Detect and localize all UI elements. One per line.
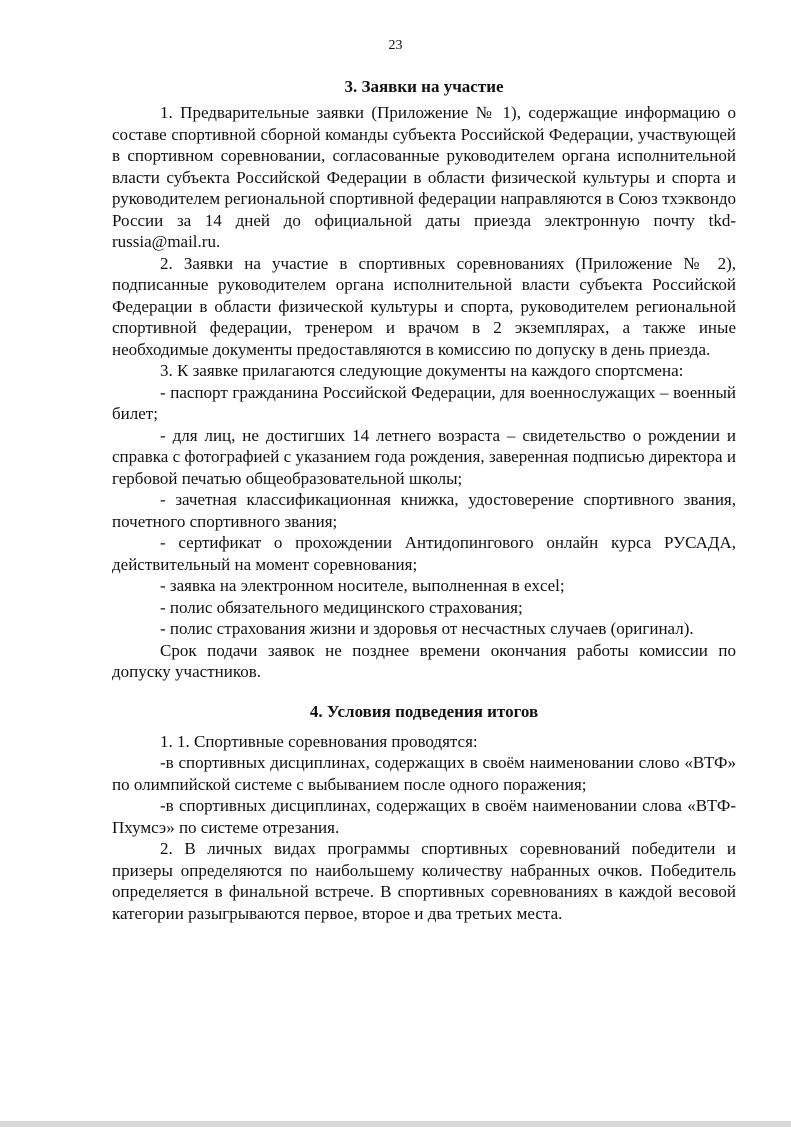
- document-page: [112, 76, 736, 924]
- document-list-item-birth-certificate: - для лиц, не достигших 14 летнего возраста – свидетельство о рождении и справка с фотографией с указанием года рождения, заверенная подписью директора и гербовой печатью общеобразовательной школы;: [112, 425, 736, 488]
- document-list-item-electronic-application: - заявка на электронном носителе, выполненная в excel;: [160, 576, 565, 595]
- document-list-item-passport: - паспорт гражданина Российской Федерации, для военнослужащих – военный билет;: [112, 382, 736, 423]
- section-3-paragraph-1: 1. Предварительные заявки (Приложение № 1), содержащие информацию о составе спортивной сборной команды субъекта Российской Федерации, участвующей в спортивном соревновании, согласованные руководителем органа исполнительной власти субъекта Российской Федерации в области физической культуры и спорта и руководителем региональной спортивной федерации направляются в Союз тхэквондо России за 14 дней до официальной даты приезда электронную почту tkd-russia@mail.ru.: [112, 103, 736, 251]
- section-3-deadline: Срок подачи заявок не позднее времени окончания работы комиссии по допуску участников.: [112, 640, 736, 681]
- document-list-item-medical-insurance: - полис обязательного медицинского страхования;: [160, 597, 523, 617]
- document-list-item-rusada-certificate: - сертификат о прохождении Антидопингового онлайн курса РУСАДА, действительный на момент соревнования;: [112, 533, 736, 574]
- section-4-list-item-poomsae: -в спортивных дисциплинах, содержащих в своём наименовании слова «ВТФ-Пхумсэ» по системе отрезания.: [112, 796, 736, 837]
- section-4-paragraph-2: 2. В личных видах программы спортивных соревнований победители и призеры определяются по наибольшему количеству набранных очков. Победитель определяется в финальной встрече. В спортивных соревнованиях в каждой весовой категории разыгрываются первое, второе и два третьих места.: [112, 839, 736, 923]
- section-3-paragraph-3: 3. К заявке прилагаются следующие документы на каждого спортсмена:: [160, 361, 684, 380]
- section-4-paragraph-1: 1. 1. Спортивные соревнования проводятся:: [160, 731, 478, 751]
- section-3-paragraph-2: 2. Заявки на участие в спортивных соревнованиях (Приложение № 2), подписанные руководителем органа исполнительной власти субъекта Российской Федерации в области физической культуры и спорта, руководителем региональной спортивной федерации, тренером и врачом в 2 экземплярах, а также иные необходимые документы предоставляются в комиссию по допуску в день приезда.: [112, 253, 736, 359]
- section-4-title: 4. Условия подведения итогов: [309, 701, 539, 721]
- section-4-list-item-wtf: -в спортивных дисциплинах, содержащих в своём наименовании слово «ВТФ» по олимпийской системе с выбыванием после одного поражения;: [112, 753, 736, 794]
- document-list-item-classification-book: - зачетная классификационная книжка, удостоверение спортивного звания, почетного спортивного звания;: [112, 490, 736, 531]
- page-bottom-edge: [0, 1121, 791, 1127]
- document-list-item-life-insurance: - полис страхования жизни и здоровья от несчастных случаев (оригинал).: [160, 619, 694, 638]
- page-number: 23: [388, 38, 403, 53]
- section-3-title: 3. Заявки на участие: [344, 77, 504, 96]
